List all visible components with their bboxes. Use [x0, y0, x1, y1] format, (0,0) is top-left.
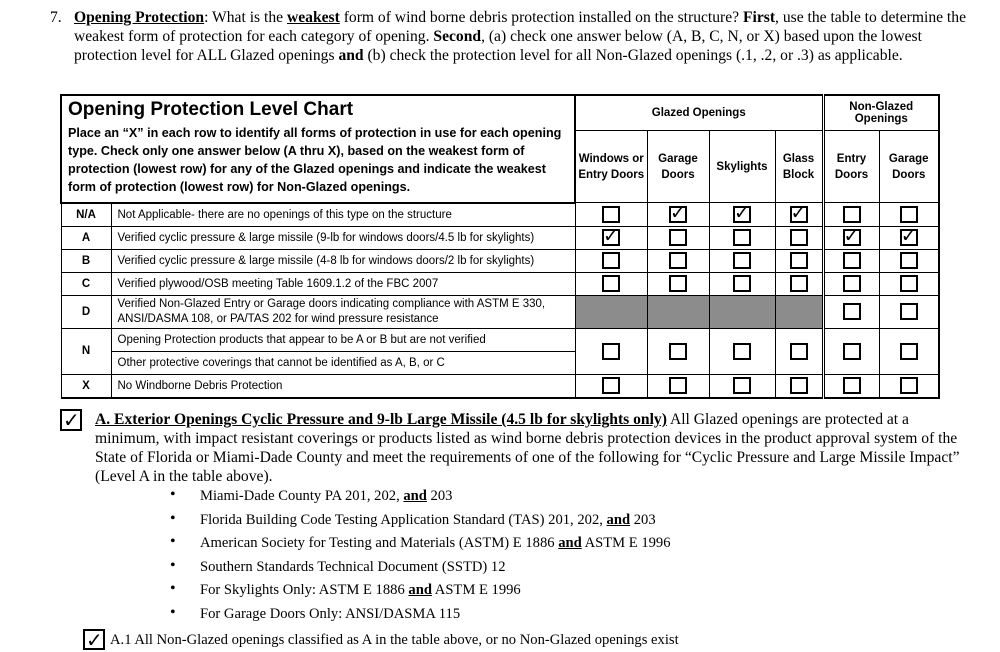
checkbox-cell	[575, 203, 647, 227]
checkbox-cell	[647, 249, 709, 272]
row-checkbox[interactable]	[843, 343, 861, 360]
row-level: N/A	[61, 203, 111, 227]
checkbox-cell	[647, 272, 709, 295]
standards-list	[170, 488, 671, 629]
row-level: X	[61, 374, 111, 398]
checkbox-cell	[647, 203, 709, 227]
checkbox-cell	[647, 328, 709, 374]
row-checkbox[interactable]	[733, 275, 751, 292]
row-checkbox[interactable]	[900, 303, 918, 320]
row-level: B	[61, 249, 111, 272]
standard-item: • American Society for Testing and Materials (ASTM) E 1886 and ASTM E 1996	[170, 535, 671, 559]
shaded-cell	[647, 295, 709, 328]
row-checkbox[interactable]	[900, 377, 918, 394]
glazed-openings-header: Glazed Openings	[575, 95, 823, 131]
row-checkbox[interactable]	[790, 275, 808, 292]
checkbox-cell	[575, 226, 647, 249]
col-header-nonglazed-garage-doors: Garage Doors	[879, 131, 939, 203]
standard-item: • For Garage Doors Only: ANSI/DASMA 115	[170, 606, 671, 630]
chart-row	[61, 328, 939, 351]
row-description: Not Applicable- there are no openings of this type on the structure	[111, 203, 575, 227]
row-checkbox[interactable]	[669, 275, 687, 292]
checkbox-cell	[775, 203, 823, 227]
checkbox-cell	[823, 226, 879, 249]
checkbox-cell	[879, 249, 939, 272]
question-7	[50, 8, 970, 65]
checkbox-cell	[709, 226, 775, 249]
row-checkbox[interactable]	[900, 252, 918, 269]
col-header-windows-entry-doors: Windows or Entry Doors	[575, 131, 647, 203]
row-checkbox[interactable]	[790, 377, 808, 394]
row-level: N	[61, 328, 111, 374]
col-header-nonglazed-entry-doors: Entry Doors	[823, 131, 879, 203]
shaded-cell	[709, 295, 775, 328]
row-checkbox[interactable]	[669, 343, 687, 360]
chart-row	[61, 249, 939, 272]
chart-row	[61, 272, 939, 295]
check-icon: ✓	[900, 225, 917, 247]
chart-header	[61, 95, 575, 203]
row-checkbox[interactable]	[669, 229, 687, 246]
checkbox-cell	[575, 328, 647, 374]
checkbox-cell	[823, 295, 879, 328]
checkbox-cell	[709, 374, 775, 398]
opening-protection-chart	[60, 94, 940, 399]
check-icon: ✓	[603, 225, 619, 247]
row-checkbox[interactable]	[843, 252, 861, 269]
checkbox-cell	[823, 328, 879, 374]
check-icon: ✓	[734, 201, 750, 224]
row-level: C	[61, 272, 111, 295]
section-a-checkbox[interactable]	[60, 409, 82, 431]
row-checkbox[interactable]	[790, 201, 808, 224]
checkbox-cell	[879, 295, 939, 328]
row-level: D	[61, 295, 111, 328]
chart-row	[61, 203, 939, 227]
checkbox-cell	[575, 374, 647, 398]
checkbox-cell	[709, 203, 775, 227]
shaded-cell	[575, 295, 647, 328]
question-text: Opening Protection: What is the weakest form of wind borne debris protection installed on the structure? First, use the table to determine the weakest form of protection for each category of opening. Second, (a) check one answer below (A, B, C, N, or X) based upon the lowest protection level for ALL Glazed openings and (b) check the protection level for all Non-Glazed openings (.1, .2, or .3) as applicable.	[74, 9, 966, 64]
row-checkbox[interactable]	[602, 377, 620, 394]
row-description: Opening Protection products that appear to be A or B but are not verified	[111, 328, 575, 351]
row-checkbox[interactable]	[602, 343, 620, 360]
checkbox-cell	[879, 226, 939, 249]
row-checkbox[interactable]	[733, 201, 751, 224]
checkbox-cell	[575, 249, 647, 272]
checkbox-cell	[879, 374, 939, 398]
row-checkbox[interactable]	[790, 229, 808, 246]
row-checkbox[interactable]	[900, 343, 918, 360]
chart-row	[61, 374, 939, 398]
row-checkbox[interactable]	[733, 252, 751, 269]
question-title: Opening Protection	[74, 9, 205, 26]
checkbox-cell	[647, 226, 709, 249]
checkbox-cell	[647, 374, 709, 398]
row-description: No Windborne Debris Protection	[111, 374, 575, 398]
row-checkbox[interactable]	[602, 206, 620, 223]
checkbox-cell	[775, 328, 823, 374]
row-checkbox[interactable]	[733, 377, 751, 394]
checkbox-cell	[823, 249, 879, 272]
checkbox-cell	[823, 203, 879, 227]
question-number: 7.	[50, 9, 62, 26]
row-checkbox[interactable]	[733, 229, 751, 246]
checkbox-cell	[775, 272, 823, 295]
row-checkbox[interactable]	[843, 206, 861, 223]
check-icon: ✓	[843, 225, 860, 247]
standard-item: • For Skylights Only: ASTM E 1886 and ASTM E 1996	[170, 582, 671, 606]
checkbox-cell	[879, 203, 939, 227]
col-header-skylights: Skylights	[709, 131, 775, 203]
row-checkbox[interactable]	[843, 225, 861, 247]
chart-row	[61, 295, 939, 328]
col-header-garage-doors: Garage Doors	[647, 131, 709, 203]
col-header-glass-block: Glass Block	[775, 131, 823, 203]
row-description: Verified Non-Glazed Entry or Garage doors indicating compliance with ASTM E 330, ANSI/DASMA 108, or PA/TAS 202 for wind pressure resistance	[111, 295, 575, 328]
check-icon: ✓	[86, 628, 103, 652]
checkbox-cell	[879, 328, 939, 374]
row-level: A	[61, 226, 111, 249]
standard-item: • Southern Standards Technical Document (SSTD) 12	[170, 559, 671, 583]
section-a-heading: A. Exterior Openings Cyclic Pressure and 9-lb Large Missile (4.5 lb for skylights only)	[95, 411, 667, 428]
row-checkbox[interactable]	[900, 225, 918, 247]
row-checkbox[interactable]	[733, 343, 751, 360]
check-icon: ✓	[63, 408, 80, 432]
row-checkbox[interactable]	[602, 275, 620, 292]
row-checkbox[interactable]	[669, 201, 687, 224]
row-checkbox[interactable]	[843, 303, 861, 320]
row-checkbox[interactable]	[790, 252, 808, 269]
checkbox-cell	[709, 249, 775, 272]
checkbox-cell	[709, 328, 775, 374]
row-checkbox[interactable]	[669, 252, 687, 269]
section-a-text: All Glazed openings are protected at a minimum, with impact resistant coverings or products listed as wind borne debris protection devices in the product approval system of the State of Florida or Miami-Dade County and meet the requirements of one of the following for “Cyclic Pressure and Large Missile Impact” (Level A in the table above).	[95, 411, 960, 485]
checkbox-cell	[775, 249, 823, 272]
row-checkbox[interactable]	[900, 275, 918, 292]
chart-title: Opening Protection Level Chart	[68, 99, 354, 120]
checkbox-cell	[775, 226, 823, 249]
check-icon: ✓	[670, 201, 686, 224]
checkbox-cell	[775, 374, 823, 398]
row-description: Other protective coverings that cannot be identified as A, B, or C	[111, 351, 575, 374]
checkbox-cell	[575, 272, 647, 295]
nonglazed-openings-header: Non-Glazed Openings	[823, 95, 939, 131]
row-description: Verified plywood/OSB meeting Table 1609.1.2 of the FBC 2007	[111, 272, 575, 295]
checkbox-cell	[879, 272, 939, 295]
row-checkbox[interactable]	[843, 377, 861, 394]
check-icon: ✓	[790, 201, 807, 224]
checkbox-cell	[709, 272, 775, 295]
row-description: Verified cyclic pressure & large missile (4-8 lb for windows doors/2 lb for skylights)	[111, 249, 575, 272]
standard-item: • Miami-Dade County PA 201, 202, and 203	[170, 488, 671, 512]
chart-row	[61, 226, 939, 249]
row-checkbox[interactable]	[790, 343, 808, 360]
standard-item: • Florida Building Code Testing Application Standard (TAS) 201, 202, and 203	[170, 512, 671, 536]
a1-checkbox[interactable]	[83, 629, 105, 650]
row-checkbox[interactable]	[900, 206, 918, 223]
row-checkbox[interactable]	[602, 225, 620, 247]
row-checkbox[interactable]	[669, 377, 687, 394]
checkbox-cell	[823, 272, 879, 295]
row-checkbox[interactable]	[843, 275, 861, 292]
section-a	[95, 410, 975, 486]
checkbox-cell	[823, 374, 879, 398]
shaded-cell	[775, 295, 823, 328]
row-description: Verified cyclic pressure & large missile (9-lb for windows doors/4.5 lb for skylights)	[111, 226, 575, 249]
a1-text: A.1 All Non-Glazed openings classified as A in the table above, or no Non-Glazed openings exist	[110, 632, 679, 648]
row-checkbox[interactable]	[602, 252, 620, 269]
chart-description: Place an “X” in each row to identify all forms of protection in use for each opening type. Check only one answer below (A thru X), based on the weakest form of protection (lowest row) for any of the Glazed openings and indicate the weakest form of protection (lowest row) for Non-Glazed openings.	[68, 126, 562, 194]
